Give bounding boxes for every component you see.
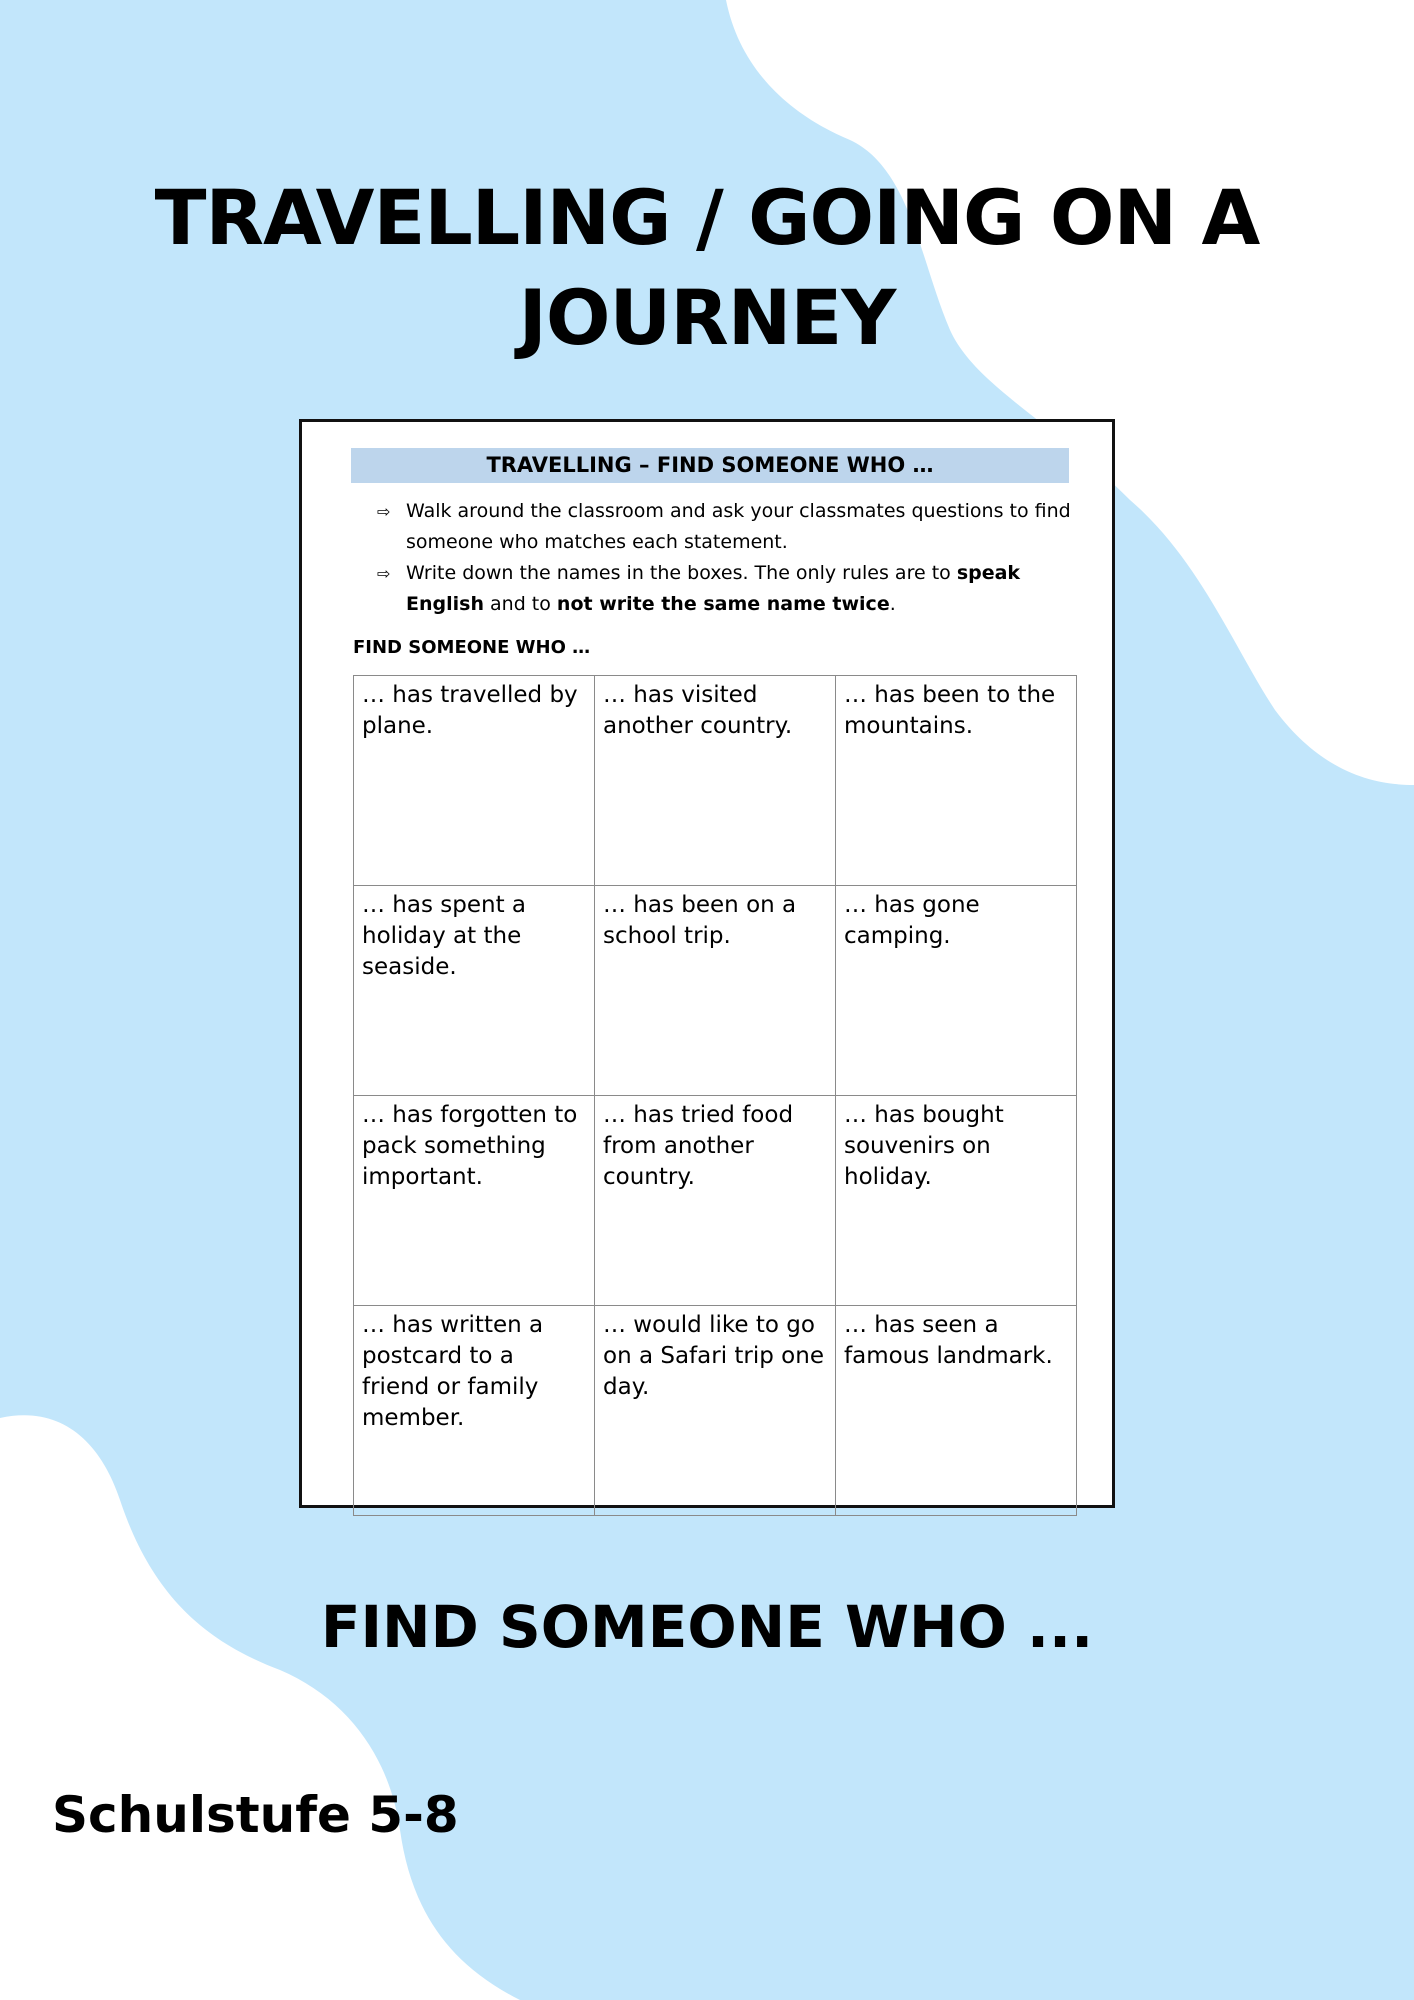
grid-cell: … has written a postcard to a friend or family member. — [354, 1306, 595, 1516]
grid-cell: … would like to go on a Safari trip one day. — [595, 1306, 836, 1516]
arrow-right-icon: ⇨ — [377, 502, 391, 521]
instruction-item — [377, 496, 1077, 558]
grid-row — [354, 1096, 1077, 1306]
grid-row — [354, 1306, 1077, 1516]
bottom-subtitle: FIND SOMEONE WHO ... — [320, 1593, 1094, 1661]
instruction-bold: speak English — [406, 562, 1021, 615]
grid-row — [354, 886, 1077, 1096]
grade-label: Schulstufe 5-8 — [52, 1786, 459, 1844]
find-someone-grid — [353, 675, 1077, 1516]
arrow-right-icon: ⇨ — [377, 564, 391, 583]
instruction-item — [377, 558, 1077, 620]
instruction-text: Walk around the classroom and ask your classmates questions to find someone who matches each statement. — [406, 500, 1071, 553]
worksheet-preview — [299, 419, 1115, 1508]
worksheet-subheading: FIND SOMEONE WHO … — [353, 637, 591, 658]
cover-title — [0, 168, 1414, 368]
grid-cell: … has been on a school trip. — [595, 886, 836, 1096]
instruction-list — [377, 496, 1077, 620]
instruction-text: Write down the names in the boxes. The only rules are to — [406, 562, 957, 584]
grid-cell: … has bought souvenirs on holiday. — [836, 1096, 1077, 1306]
grid-cell: … has gone camping. — [836, 886, 1077, 1096]
cover-title-line1: TRAVELLING / GOING ON A — [154, 173, 1260, 262]
instruction-text: and to — [483, 593, 557, 615]
grid-cell: … has spent a holiday at the seaside. — [354, 886, 595, 1096]
grid-cell: … has forgotten to pack something important. — [354, 1096, 595, 1306]
grid-cell: … has visited another country. — [595, 676, 836, 886]
instruction-text: . — [889, 593, 896, 615]
instruction-bold: not write the same name twice — [556, 593, 890, 615]
worksheet-header: TRAVELLING – FIND SOMEONE WHO … — [351, 448, 1069, 483]
grid-cell: … has been to the mountains. — [836, 676, 1077, 886]
grid-row — [354, 676, 1077, 886]
grid-cell: … has travelled by plane. — [354, 676, 595, 886]
cover-title-line2: JOURNEY — [518, 273, 896, 362]
grid-cell: … has tried food from another country. — [595, 1096, 836, 1306]
grid-cell: … has seen a famous landmark. — [836, 1306, 1077, 1516]
